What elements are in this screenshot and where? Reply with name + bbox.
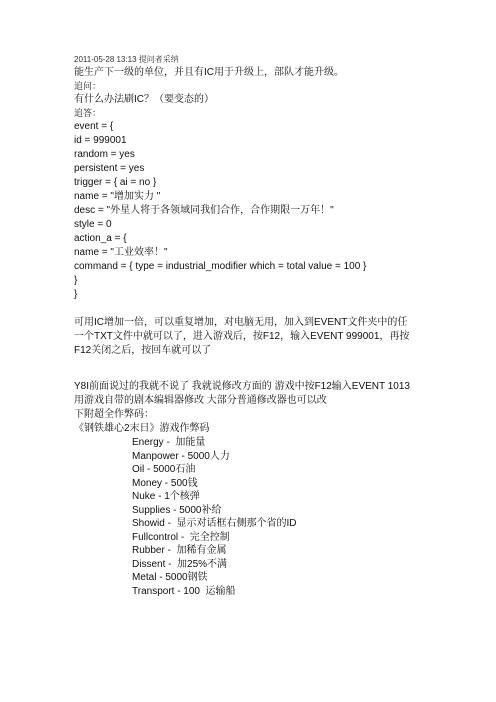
- cheat-item: Transport - 100 运输船: [132, 585, 236, 597]
- cheat-item: Nuke - 1个核弹: [132, 491, 200, 502]
- paragraph-line: F12关闭之后，按回车就可以了: [74, 345, 212, 356]
- code-line: name = "工业效率！": [74, 247, 168, 258]
- code-line: action_a = {: [74, 233, 127, 244]
- code-line: random = yes: [74, 149, 135, 160]
- answer-meta: 2011-05-28 13:13 提问者采纳: [74, 55, 179, 64]
- cheat-intro-paragraph: [74, 380, 464, 436]
- cheat-item: Supplies - 5000补给: [132, 504, 222, 516]
- cheat-list: [132, 436, 464, 598]
- answer-label: 追答：: [74, 108, 102, 118]
- paragraph-line: 下附超全作弊码：: [74, 409, 154, 420]
- followup-text: 有什么办法刷IC？（要变态的）: [74, 94, 214, 105]
- cheat-item: Showid - 显示对话框右侧那个省的ID: [132, 518, 297, 529]
- cheat-item: Energy - 加能量: [132, 437, 206, 448]
- paragraph-line: 用游戏自带的剧本编辑器修改 大部分普通修改器也可以改: [74, 395, 327, 406]
- code-line: style = 0: [74, 219, 112, 230]
- answer-line: 能生产下一级的单位，并且有IC用于升级上，部队才能升级。: [74, 67, 344, 78]
- paragraph-line: Y8I前面说过的我就不说了 我就说修改方面的 游戏中按F12输入EVENT 1013: [74, 381, 410, 392]
- cheat-item: Metal - 5000钢铁: [132, 572, 208, 583]
- paragraph-line: 可用IC增加一倍，可以重复增加，对电脑无用，加入到EVENT文件夹中的任: [74, 317, 408, 328]
- code-block: [74, 120, 464, 302]
- instructions-paragraph: [74, 316, 464, 358]
- cheat-item: Dissent - 加25%不满: [132, 558, 228, 570]
- code-line: }: [74, 289, 78, 300]
- followup-label: 追问：: [74, 81, 102, 91]
- code-line: event = {: [74, 121, 114, 132]
- cheat-item: Rubber - 加稀有金属: [132, 545, 227, 556]
- code-line: }: [74, 275, 78, 286]
- code-line: persistent = yes: [74, 163, 145, 174]
- cheat-item: Fullcontrol - 完全控制: [132, 531, 230, 543]
- paragraph-line: 一个TXT文件中就可以了，进入游戏后，按F12，输入EVENT 999001，再按: [74, 331, 410, 342]
- cheat-item: Oil - 5000石油: [132, 464, 196, 475]
- code-line: desc = "外星人将于各领域同我们合作，合作期限一万年！": [74, 205, 334, 216]
- cheat-list-title: 《钢铁雄心2末日》游戏作弊码: [74, 423, 210, 434]
- code-line: name = "增加实力 ": [74, 191, 161, 202]
- cheat-item: Money - 500钱: [132, 477, 198, 489]
- code-line: id = 999001: [74, 135, 127, 146]
- cheat-item: Manpower - 5000人力: [132, 450, 230, 462]
- document-page: [74, 54, 464, 598]
- code-line: trigger = { ai = no }: [74, 177, 157, 188]
- code-line: command = { type = industrial_modifier which = total value = 100 }: [74, 261, 367, 272]
